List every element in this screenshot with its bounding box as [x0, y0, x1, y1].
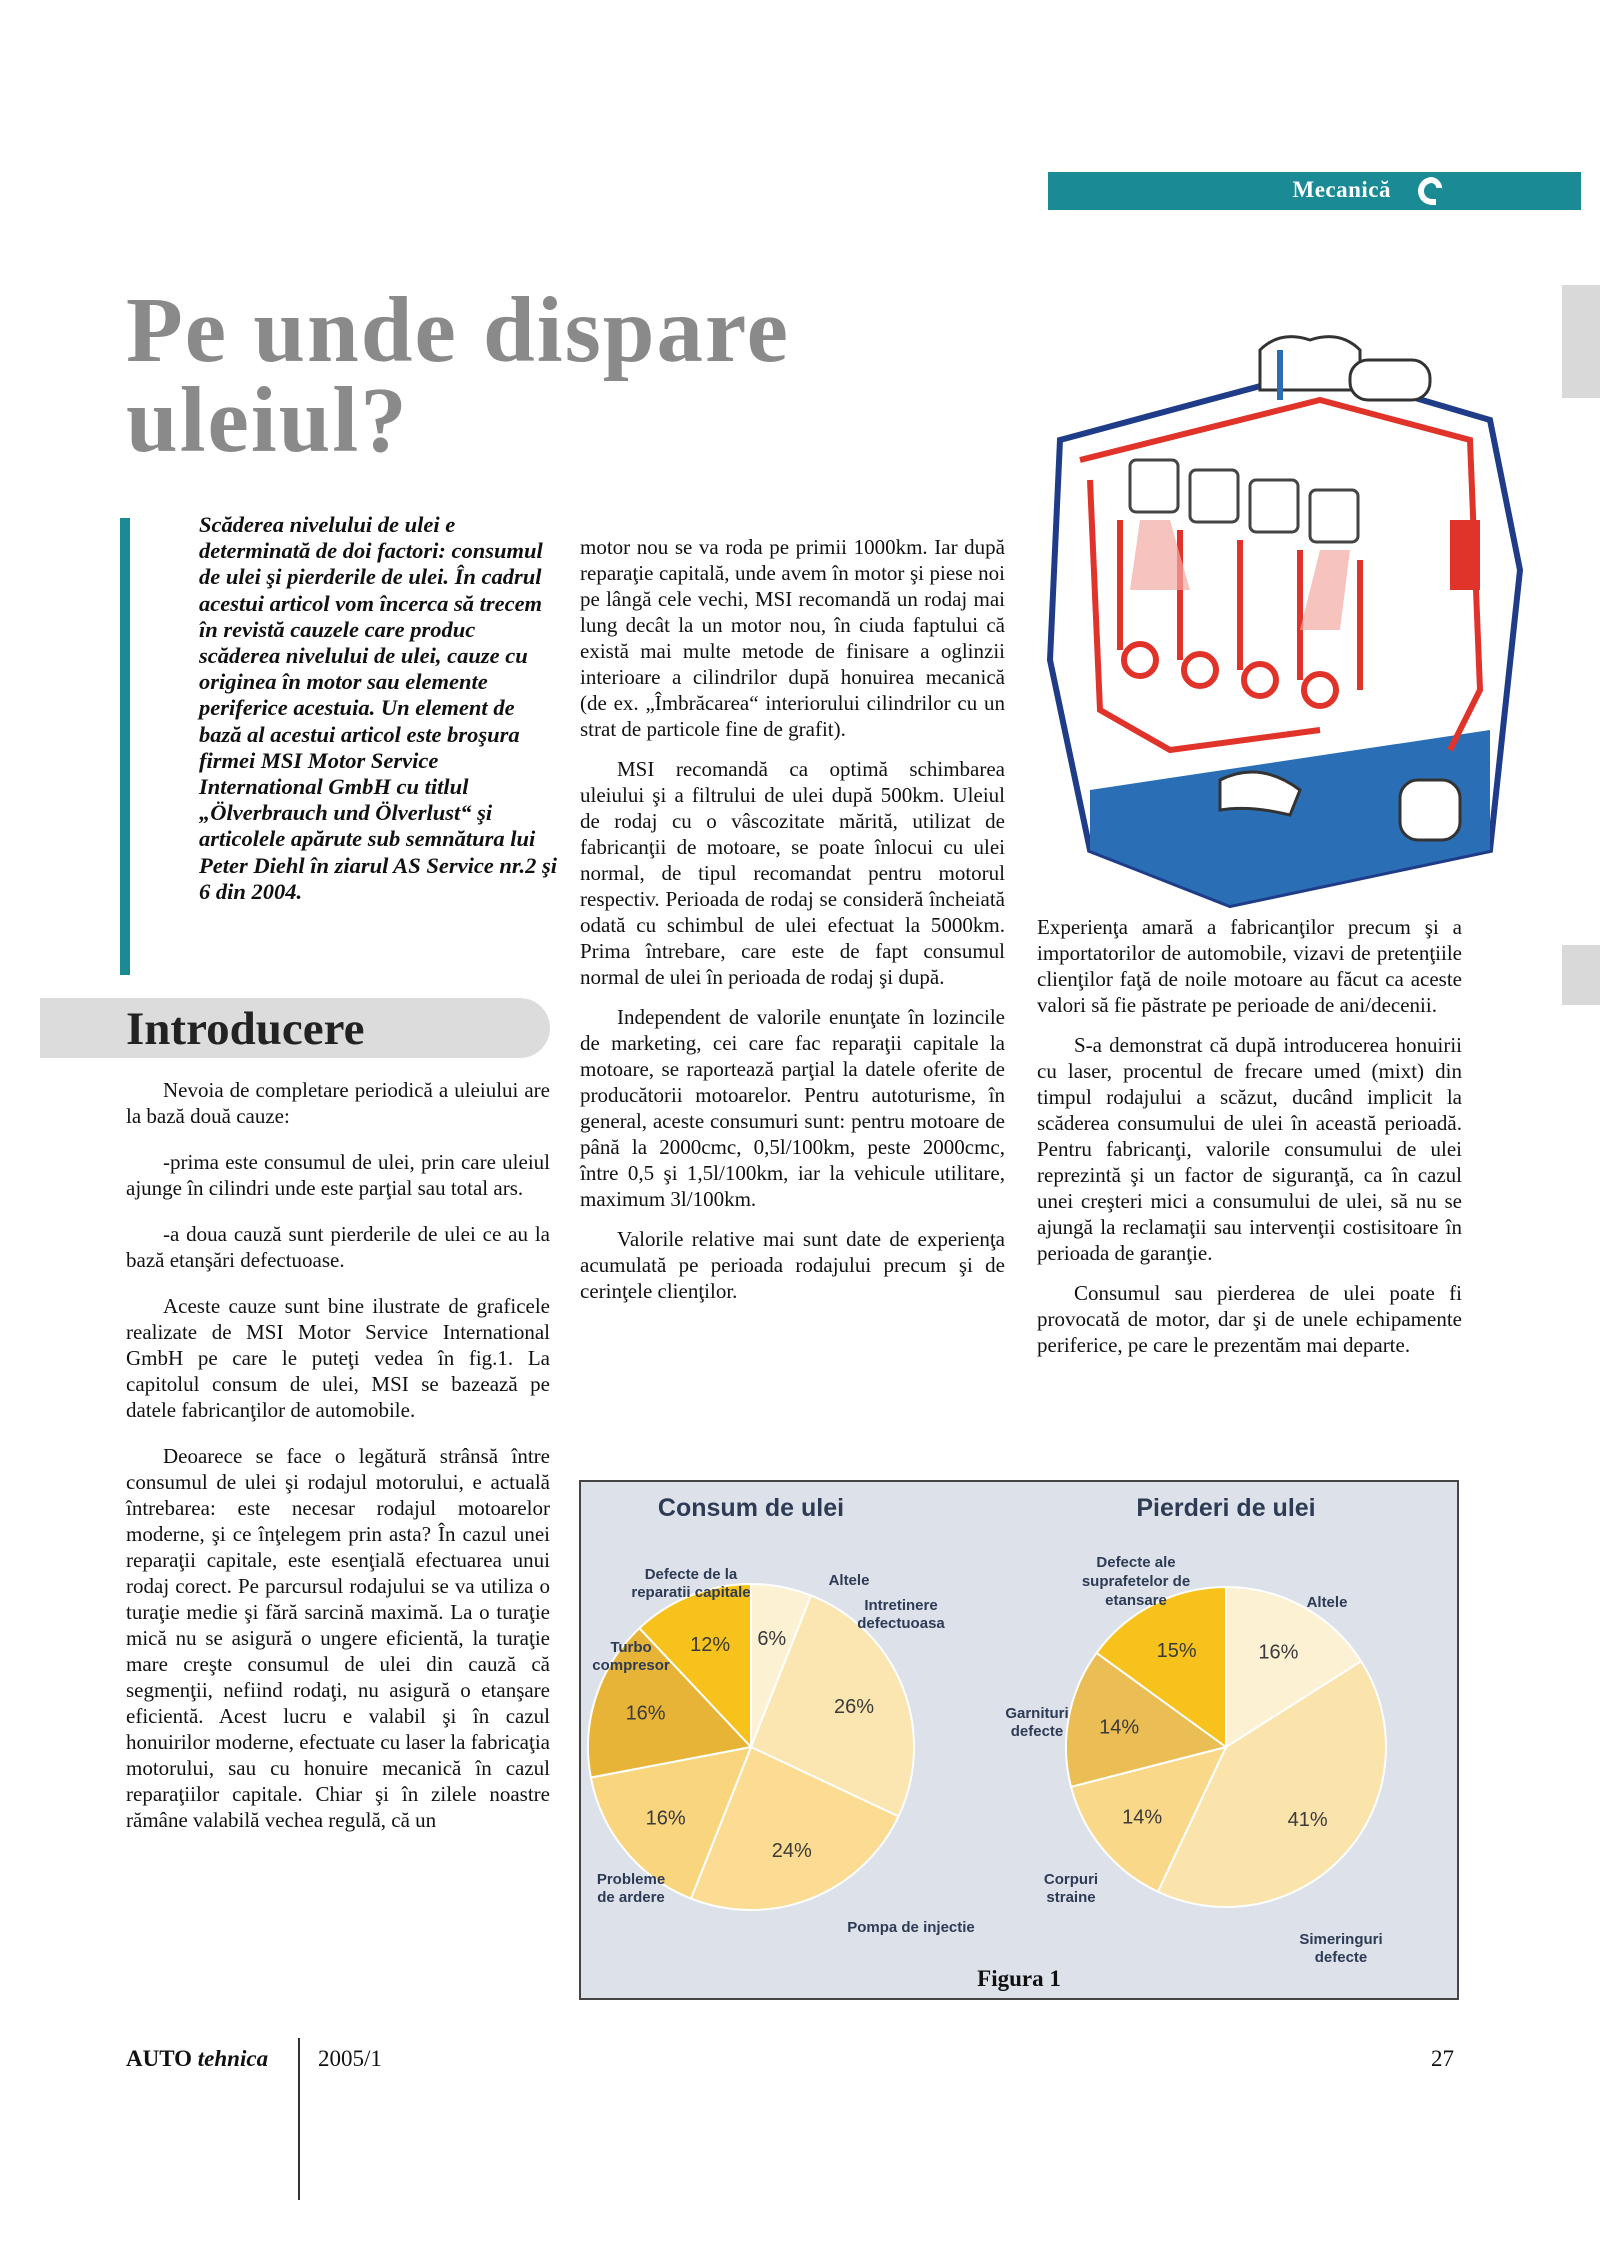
paragraph: Experienţa amară a fabricanţilor precum şi a importatorilor de automobile, vizavi de pretenţiile clienţilor faţă de noile motoare au făcut ca aceste valori să fie păstrate pe perioade de ani/decenii.: [1037, 915, 1462, 1017]
footer-brand-bold: AUTO: [126, 2046, 193, 2071]
pie-label: Pompa de injectie: [847, 1919, 975, 1936]
paragraph: Independent de valorile enunţate în lozincile de marketing, cei care fac reparaţii capitale la motoare, se raportează parţial la datele oferite de producătorii motoarelor. Pentru autoturisme, în general, aceste consumuri sunt: pentru motoare de până la 2000cmc, 0,5l/100km, peste 2000cmc, între 0,5 şi 1,5l/100km, iar la vehicule utilitare, maximum 3l/100km.: [580, 1005, 1005, 1211]
side-tab-marker: [1562, 945, 1600, 1005]
pie-chart-pierderi: [1066, 1587, 1386, 1907]
paragraph: Aceste cauze sunt bine ilustrate de graficele realizate de MSI Motor Service International GmbH pe care le puteţi vedea în fig.1. La capitolul consum de ulei, MSI se bazează pe datele fabricanţilor de automobile.: [126, 1294, 550, 1422]
pie-value-label: 6%: [757, 1628, 787, 1651]
pie-value-label: 41%: [1287, 1808, 1328, 1831]
pie-value-label: 16%: [625, 1702, 666, 1725]
paragraph: -a doua cauză sunt pierderile de ulei ce au la bază etanşări defectuoase.: [126, 1222, 550, 1272]
paragraph: Consumul sau pierderea de ulei poate fi provocată de motor, dar şi de unele echipamente periferice, pe care le prezentăm mai departe.: [1037, 1281, 1462, 1357]
article-lead: Scăderea nivelului de ulei e determinată de doi factori: consumul de ulei şi pierderile de ulei. În cadrul acestui articol vom încerca să trecem în revistă cauzele care produc scăderea nivelului de ulei, cauze cu originea în motor sau elemente periferice acestuia. Un element de bază al acestui articol este broşura firmei MSI Motor Service International GmbH cu titlul „Ölverbrauch und Ölverlust“ şi articolele apărute sub semnătura lui Peter Diehl în ziarul AS Service nr.2 şi 6 din 2004.: [199, 512, 557, 904]
footer-brand: [126, 2046, 268, 2072]
pie-label: Turbo compresor: [592, 1639, 670, 1674]
footer-issue: 2005/1: [318, 2046, 382, 2071]
side-tab-marker: [1562, 285, 1600, 398]
pie-value-label: 16%: [1258, 1641, 1299, 1664]
pie-chart-consum: [588, 1584, 914, 1910]
text-column-3: [1037, 914, 1462, 1372]
chart-title: Consum de ulei: [657, 1494, 845, 1522]
pie-value-label: 15%: [1156, 1640, 1197, 1663]
text-column-2: [580, 534, 1005, 1318]
lead-accent-bar: [120, 518, 130, 975]
pie-label: Altele: [828, 1572, 870, 1589]
pie-value-label: 16%: [645, 1807, 686, 1830]
text-column-1: [126, 1077, 550, 1847]
pie-value-label: 12%: [690, 1633, 731, 1656]
figure-caption: Figura 1: [977, 1966, 1061, 1991]
pie-value-label: 26%: [834, 1696, 875, 1719]
pie-label: Corpuri straine: [1043, 1871, 1099, 1906]
paragraph: motor nou se va roda pe primii 1000km. Iar după reparaţie capitală, unde avem în motor şi piese noi pe lângă cele vechi, MSI recomandă un rodaj mai lung decât la un motor nou, în ciuda faptului că există mai multe metode de finisare a oglinzii interioare a cilindrilor după honuirea mecanică (de ex. „Îmbrăcarea“ interiorului cilindrilor cu un strat de particole fine de grafit).: [580, 535, 1005, 741]
pie-label: Probleme de ardere: [596, 1871, 666, 1906]
paragraph: MSI recomandă ca optimă schimbarea uleiului şi a filtrului de ulei după 500km. Uleiul de rodaj cu o vâscozitate mărită, utilizat de fabricanţii de motoare, se poate înlocui cu ulei normal, de tipul recomandat pentru motorul respectiv. Perioada de rodaj se consideră încheiată odată cu schimbul de ulei efectuat la 5000km. Prima întrebare, care este de fapt consumul normal de ulei în perioada de rodaj şi după.: [580, 757, 1005, 989]
footer-divider: [298, 2038, 300, 2200]
pie-label: Altele: [1306, 1594, 1348, 1611]
article-title: Pe unde dispare uleiul?: [126, 279, 790, 472]
section-tab: [1048, 172, 1581, 210]
engine-lubrication-illustration: [1020, 330, 1540, 910]
paragraph: Deoarece se face o legătură strânsă între consumul de ulei şi rodajul motorului, e actuală întrebarea: este necesar rodajul motoarelor moderne, şi ce înţelegem prin asta? În cazul unei reparaţii capitale, este esenţială efectuarea unui rodaj corect. Pe parcursul rodajului se va utiliza o turaţie medie şi fără sarcină maximă. La o turaţie mică nu se asigură o ungere eficientă, la turaţie mare creşte consumul de ulei din cauză că segmenţii, nefiind rodaţi, nu asigură o etanşare eficientă. Acest lucru e valabil şi în cazul honuirilor moderne, efectuate cu laser la fabricaţia motorului, sau cu honuire mecanică în cazul reparaţiilor capitale. Chiar şi în zilele noastre rămâne valabilă vechea regulă, că un: [126, 1444, 550, 1832]
magazine-logo-icon: [1410, 175, 1454, 207]
pie-charts: [581, 1482, 1457, 1998]
chart-title: Pierderi de ulei: [1136, 1494, 1316, 1522]
pie-label: Intretinere defectuoasa: [857, 1597, 945, 1632]
paragraph: -prima este consumul de ulei, prin care uleiul ajunge în cilindri unde este parţial sau total ars.: [126, 1150, 550, 1200]
paragraph: Nevoia de completare periodică a uleiului are la bază două cauze:: [126, 1078, 550, 1128]
pie-label: Simeringuri defecte: [1299, 1931, 1383, 1966]
page-number: 27: [1431, 2046, 1454, 2071]
figure-1: [579, 1480, 1459, 2000]
paragraph: S-a demonstrat că după introducerea honuirii cu laser, procentul de frecare umed (mixt) din timpul rodajului a scăzut, ducând implicit la scăderea consumului de ulei în această perioadă. Pentru fabricanţi, valorile consumului de ulei reprezintă şi un factor de siguranţă, ca în cazul unei creşteri mici a consumului de ulei, să nu se ajungă la reclamaţii sau intervenţii costisitoare în perioada de garanţie.: [1037, 1033, 1462, 1265]
footer-brand-italic: tehnica: [197, 2046, 269, 2071]
section-heading: Introducere: [126, 1003, 365, 1055]
pie-label: Defecte ale suprafetelor de etansare: [1081, 1554, 1191, 1609]
pie-value-label: 24%: [771, 1840, 812, 1863]
pie-label: Garnituri defecte: [1005, 1705, 1069, 1740]
paragraph: Valorile relative mai sunt date de experienţa acumulată pe perioada rodajului precum şi de cerinţele clienţilor.: [580, 1227, 1005, 1303]
pie-label: Defecte de la reparatii capitale: [631, 1566, 751, 1601]
pie-value-label: 14%: [1099, 1716, 1140, 1739]
section-label: Mecanică: [1292, 177, 1391, 202]
pie-value-label: 14%: [1122, 1806, 1163, 1829]
